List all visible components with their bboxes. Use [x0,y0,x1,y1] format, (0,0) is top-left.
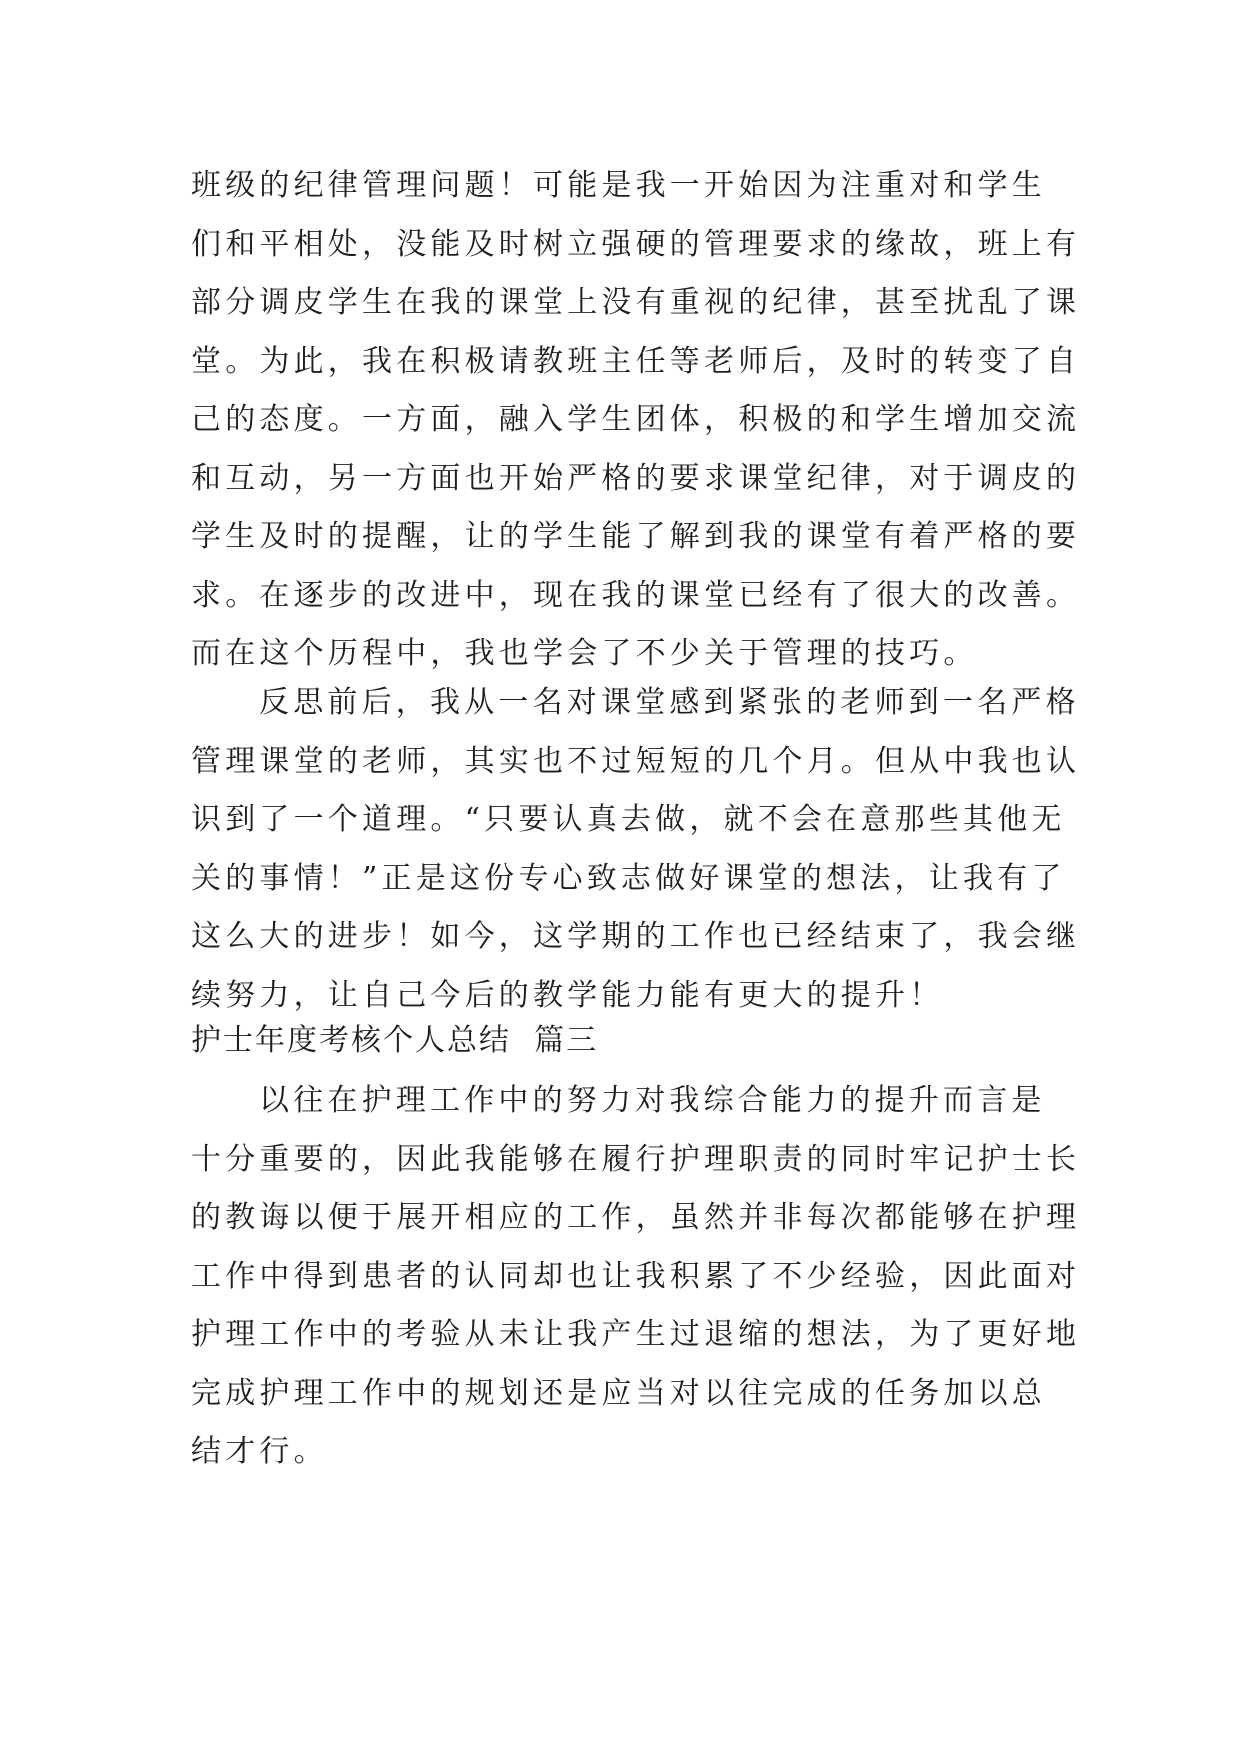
text-line: 的教诲以便于展开相应的工作，虽然并非每次都能够在护理 [191,1200,1081,1235]
text-line: 工作中得到患者的认同却也让我积累了不少经验，因此面对 [191,1258,1081,1294]
text-line: 结才行。 [191,1434,328,1469]
text-line: 而在这个历程中，我也学会了不少关于管理的技巧。 [191,636,978,671]
text-line: 反思前后，我从一名对课堂感到紧张的老师到一名严格 [259,685,1080,720]
text-line: 班级的纪律管理问题！可能是我一开始因为注重对和学生 [191,168,1046,203]
text-line: 这么大的进步！如今，这学期的工作也已经结束了，我会继 [191,919,1081,954]
section-heading: 护士年度考核个人总结 篇三 [191,1023,599,1058]
text-line: 堂。为此，我在积极请教班主任等老师后，及时的转变了自 [191,343,1081,379]
paragraph-reflection [191,674,1081,1025]
text-line: 十分重要的，因此我能够在履行护理职责的同时牢记护士长 [191,1141,1081,1177]
paragraph-nursing [191,1072,1081,1482]
text-line: 以往在护理工作中的努力对我综合能力的提升而言是 [259,1083,1046,1118]
text-line: 们和平相处，没能及时树立强硬的管理要求的缘故，班上有 [191,226,1081,262]
text-line: 学生及时的提醒，让的学生能了解到我的课堂有着严格的要 [191,519,1081,554]
text-line: 管理课堂的老师，其实也不过短短的几个月。但从中我也认 [191,743,1081,779]
text-line: 识到了一个道理。“只要认真去做，就不会在意那些其他无 [191,802,1066,837]
text-line: 部分调皮学生在我的课堂上没有重视的纪律，甚至扰乱了课 [191,285,1081,320]
text-line: 和互动，另一方面也开始严格的要求课堂纪律，对于调皮的 [191,460,1081,496]
text-line: 己的态度。一方面，融入学生团体，积极的和学生增加交流 [191,402,1081,437]
text-line: 续努力，让自己今后的教学能力能有更大的提升！ [191,977,944,1013]
text-line: 求。在逐步的改进中，现在我的课堂已经有了很大的改善。 [191,577,1081,613]
text-line: 完成护理工作中的规划还是应当对以往完成的任务加以总 [191,1375,1046,1411]
text-line: 关的事情！”正是这份专心致志做好课堂的想法，让我有了 [191,860,1066,896]
section-heading-container [191,1012,1053,1071]
paragraph-continued [191,157,1081,684]
text-line: 护理工作中的考验从未让我产生过退缩的想法，为了更好地 [191,1317,1081,1352]
